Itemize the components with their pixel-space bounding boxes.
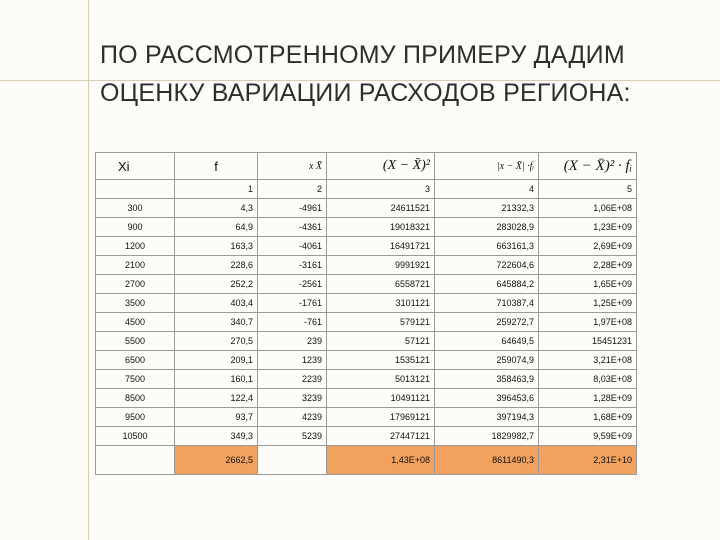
variation-table [95,152,637,475]
cell-abs-weighted: 722604,6 [435,256,539,275]
cell-squared-weighted: 3,21E+08 [539,351,637,370]
cell-abs-weighted: 645884,2 [435,275,539,294]
totals-cell-squared-deviation: 1,43E+08 [327,446,435,475]
cell-abs-weighted: 283028,9 [435,218,539,237]
cell-f: 160,1 [175,370,258,389]
totals-row [96,446,637,475]
cell-f: 93,7 [175,408,258,427]
cell-xi: 4500 [96,313,175,332]
cell-f: 163,3 [175,237,258,256]
table-row [96,351,637,370]
table-row [96,332,637,351]
title-line-1: ПО РАССМОТРЕННОМУ ПРИМЕРУ ДАДИМ [100,41,625,69]
table-body [96,199,637,446]
cell-xi: 2100 [96,256,175,275]
cell-deviation: -2561 [258,275,327,294]
header-squared-deviation-weighted-formula: (X − X̄)² · fᵢ [539,153,637,180]
cell-squared-deviation: 3101121 [327,294,435,313]
cell-squared-deviation: 24611521 [327,199,435,218]
cell-abs-weighted: 64649,5 [435,332,539,351]
cell-abs-weighted: 710387,4 [435,294,539,313]
cell-xi: 5500 [96,332,175,351]
cell-deviation: 1239 [258,351,327,370]
cell-f: 122,4 [175,389,258,408]
cell-xi: 1200 [96,237,175,256]
header-xi: Xi [96,153,175,180]
column-number-4: 4 [435,180,539,199]
cell-abs-weighted: 1829982,7 [435,427,539,446]
cell-abs-weighted: 396453,6 [435,389,539,408]
cell-xi: 10500 [96,427,175,446]
cell-squared-deviation: 16491721 [327,237,435,256]
table-row [96,275,637,294]
table-row [96,256,637,275]
column-number-1: 1 [175,180,258,199]
cell-xi: 6500 [96,351,175,370]
cell-squared-weighted: 9,59E+09 [539,427,637,446]
table-row [96,427,637,446]
table-row [96,313,637,332]
cell-abs-weighted: 397194,3 [435,408,539,427]
cell-squared-deviation: 27447121 [327,427,435,446]
table-row [96,199,637,218]
cell-squared-deviation: 5013121 [327,370,435,389]
cell-squared-deviation: 17969121 [327,408,435,427]
cell-squared-deviation: 1535121 [327,351,435,370]
cell-xi: 3500 [96,294,175,313]
cell-squared-deviation: 579121 [327,313,435,332]
header-f: f [175,153,258,180]
cell-squared-deviation: 10491121 [327,389,435,408]
cell-squared-weighted: 1,68E+09 [539,408,637,427]
cell-deviation: -4061 [258,237,327,256]
column-number-3: 3 [327,180,435,199]
cell-f: 403,4 [175,294,258,313]
totals-cell-squared-weighted: 2,31E+10 [539,446,637,475]
cell-squared-weighted: 1,06E+08 [539,199,637,218]
header-row [96,153,637,180]
cell-f: 252,2 [175,275,258,294]
cell-f: 209,1 [175,351,258,370]
cell-squared-deviation: 19018321 [327,218,435,237]
table-row [96,370,637,389]
cell-squared-deviation: 57121 [327,332,435,351]
cell-squared-weighted: 1,97E+08 [539,313,637,332]
cell-xi: 9500 [96,408,175,427]
totals-cell-deviation [258,446,327,475]
cell-abs-weighted: 21332,3 [435,199,539,218]
table-row [96,294,637,313]
decorative-vertical-line [88,0,89,540]
totals-cell-f: 2662,5 [175,446,258,475]
slide-title [100,36,710,112]
cell-squared-weighted: 2,69E+09 [539,237,637,256]
cell-f: 349,3 [175,427,258,446]
cell-squared-weighted: 1,28E+09 [539,389,637,408]
cell-f: 4,3 [175,199,258,218]
cell-deviation: -1761 [258,294,327,313]
cell-deviation: 2239 [258,370,327,389]
cell-deviation: -4961 [258,199,327,218]
column-number-2: 2 [258,180,327,199]
title-line-2: ОЦЕНКУ ВАРИАЦИИ РАСХОДОВ РЕГИОНА: [100,79,631,107]
header-squared-deviation-formula: (X − X̄)² [327,153,435,180]
cell-deviation: -4361 [258,218,327,237]
cell-squared-weighted: 15451231 [539,332,637,351]
cell-squared-deviation: 9991921 [327,256,435,275]
cell-xi: 8500 [96,389,175,408]
cell-squared-weighted: 1,23E+09 [539,218,637,237]
table-row [96,237,637,256]
cell-squared-weighted: 8,03E+08 [539,370,637,389]
cell-abs-weighted: 259074,9 [435,351,539,370]
cell-f: 64,9 [175,218,258,237]
cell-deviation: 3239 [258,389,327,408]
cell-squared-weighted: 1,65E+09 [539,275,637,294]
cell-deviation: 5239 [258,427,327,446]
cell-abs-weighted: 358463,9 [435,370,539,389]
table-row [96,218,637,237]
cell-deviation: -3161 [258,256,327,275]
totals-cell-xi [96,446,175,475]
cell-xi: 7500 [96,370,175,389]
column-number-row [96,180,637,199]
column-number-0 [96,180,175,199]
header-deviation-formula: x X̄ [258,153,327,180]
cell-squared-deviation: 6558721 [327,275,435,294]
cell-deviation: 4239 [258,408,327,427]
cell-f: 270,5 [175,332,258,351]
cell-f: 228,6 [175,256,258,275]
cell-xi: 300 [96,199,175,218]
cell-deviation: -761 [258,313,327,332]
table-row [96,389,637,408]
cell-xi: 2700 [96,275,175,294]
cell-xi: 900 [96,218,175,237]
cell-squared-weighted: 2,28E+09 [539,256,637,275]
column-number-5: 5 [539,180,637,199]
cell-squared-weighted: 1,25E+09 [539,294,637,313]
cell-abs-weighted: 663161,3 [435,237,539,256]
cell-deviation: 239 [258,332,327,351]
totals-cell-abs-weighted: 8611490,3 [435,446,539,475]
cell-abs-weighted: 259272,7 [435,313,539,332]
header-abs-deviation-weighted-formula: |x − X̄| ·fᵢ [435,153,539,180]
cell-f: 340,7 [175,313,258,332]
table-row [96,408,637,427]
